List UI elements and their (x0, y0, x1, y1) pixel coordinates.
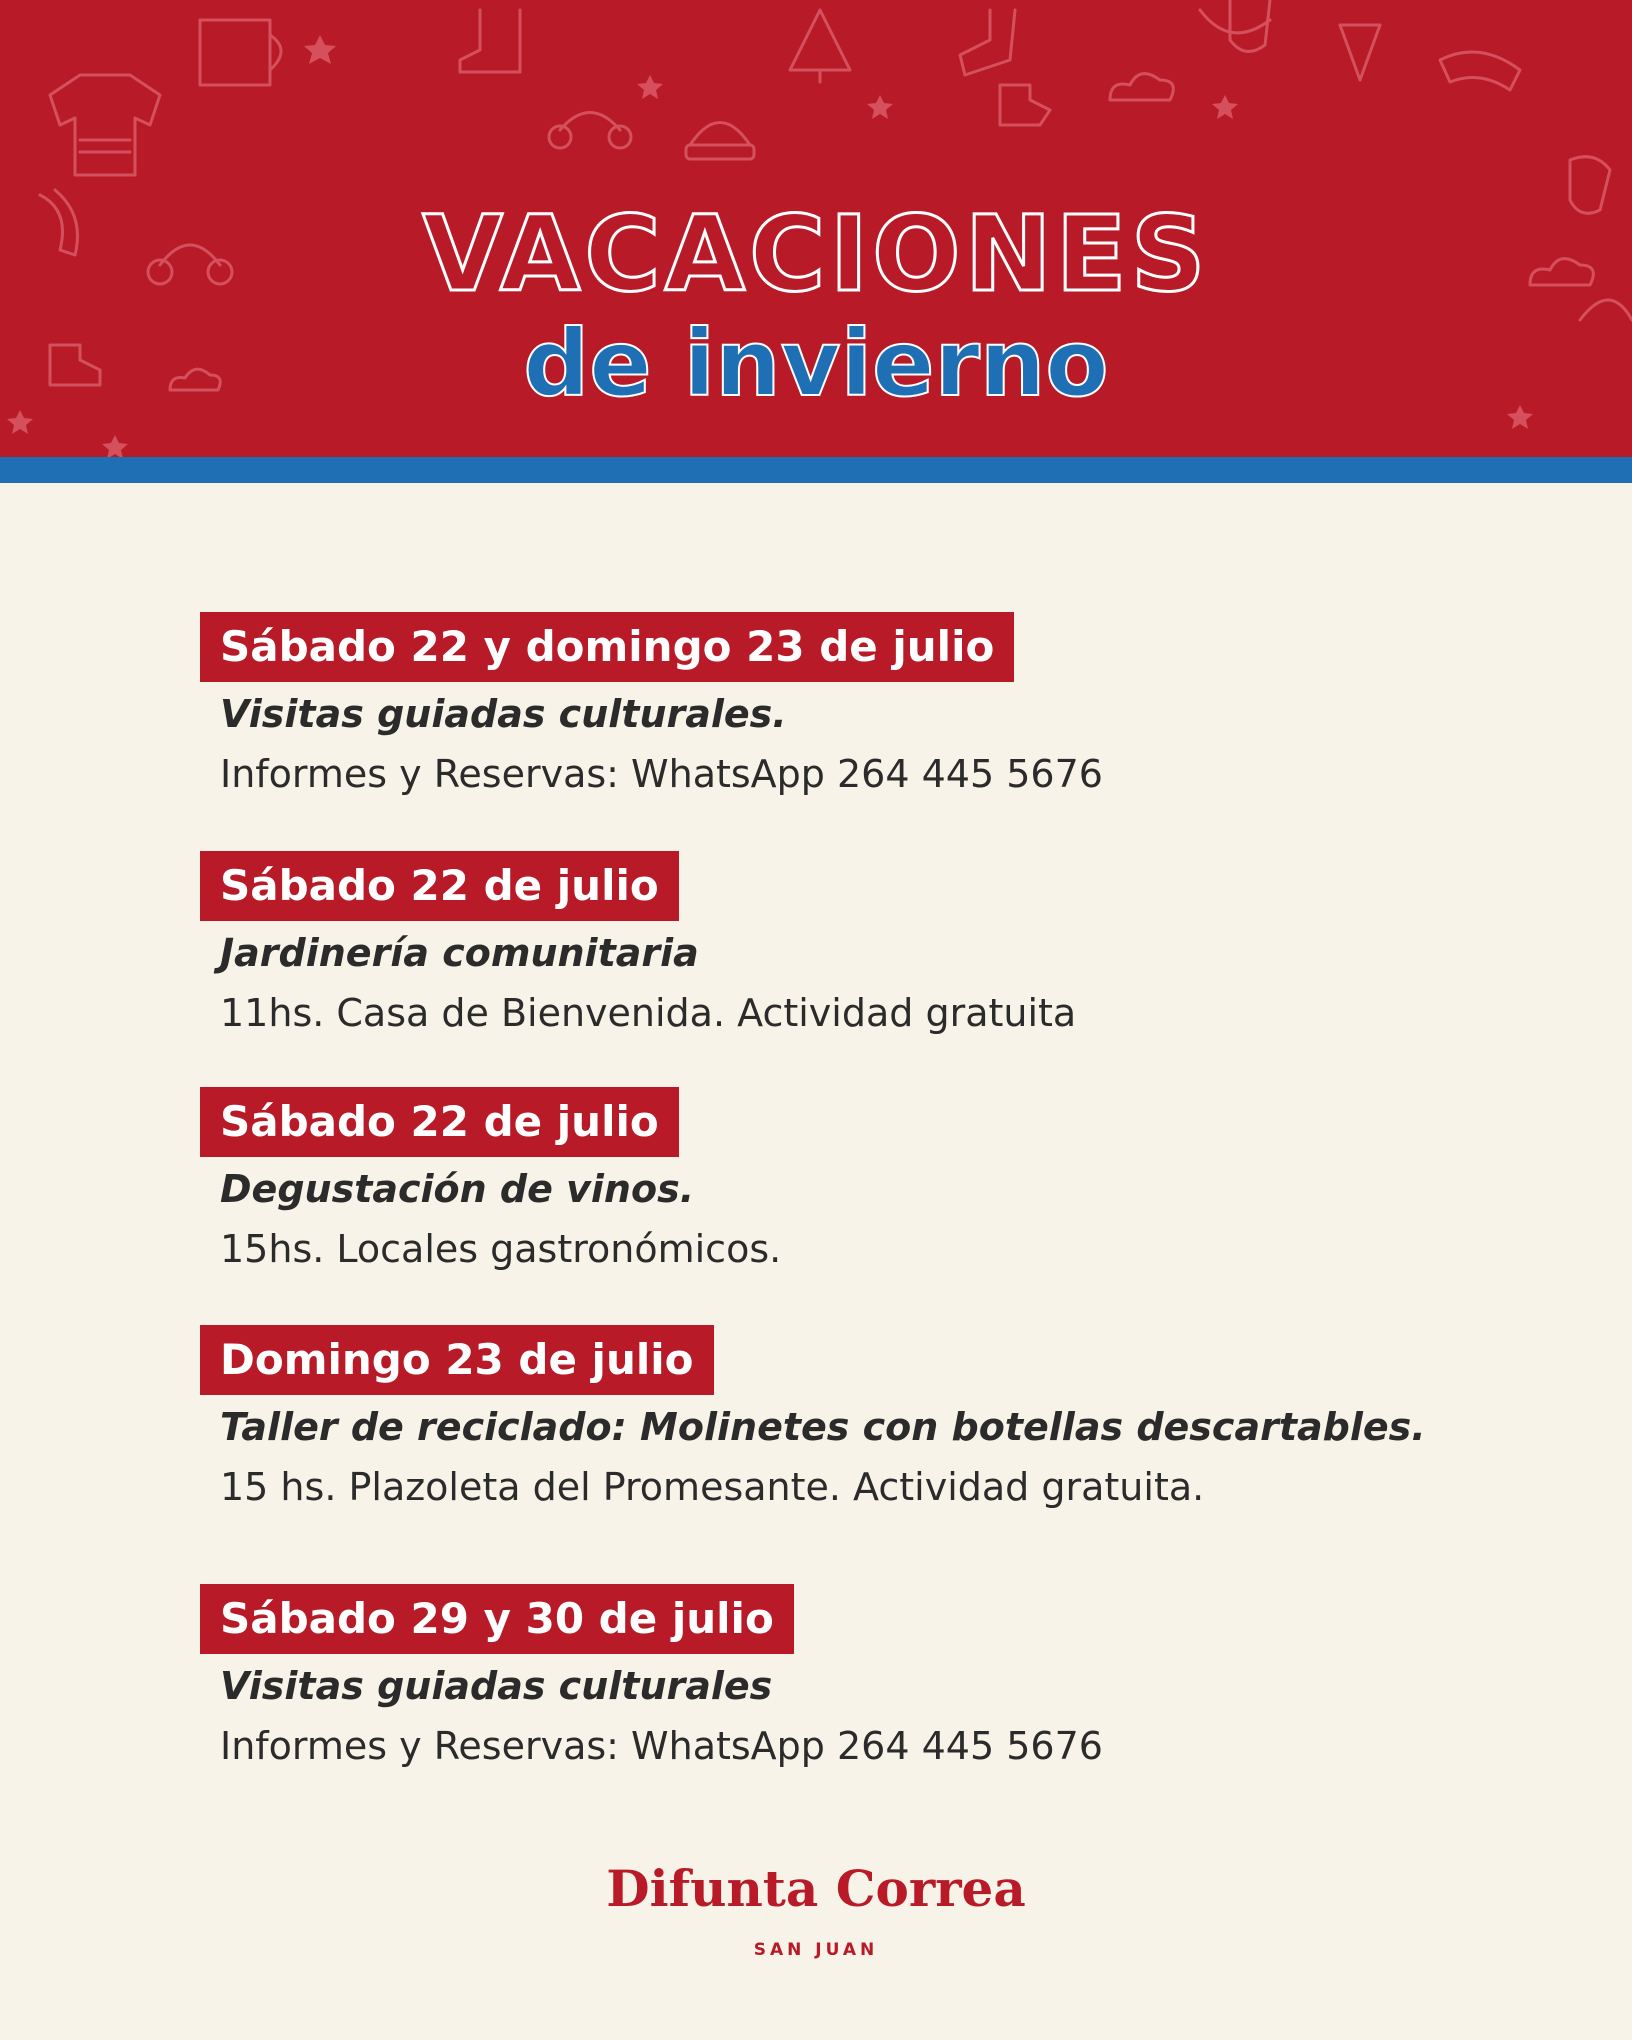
header-banner (0, 0, 1632, 457)
event-title: Jardinería comunitaria (220, 931, 699, 975)
sock-icon (960, 10, 1015, 75)
christmas-tree-icon (790, 10, 1380, 82)
event-date-badge: Sábado 22 de julio (200, 1087, 679, 1157)
event-item (200, 1584, 1103, 1774)
event-date-badge: Sábado 22 de julio (200, 851, 679, 921)
event-item (200, 1087, 781, 1277)
event-info: Informes y Reservas: WhatsApp 264 445 5676 (220, 752, 1103, 796)
event-info: 11hs. Casa de Bienvenida. Actividad gratuita (220, 991, 1077, 1035)
event-date-badge: Sábado 29 y 30 de julio (200, 1584, 794, 1654)
mitten-icon (1230, 0, 1610, 213)
event-item (200, 1325, 1426, 1515)
banner-title: VACACIONES (422, 193, 1210, 315)
brand-logo: Difunta Correa (606, 1859, 1026, 1918)
mug-icon (200, 10, 1270, 85)
event-item (200, 851, 1076, 1041)
event-item (200, 612, 1103, 802)
banner-subtitle: de invierno (523, 310, 1109, 417)
event-title: Degustación de vinos. (220, 1167, 695, 1211)
event-title: Visitas guiadas culturales. (220, 692, 787, 736)
event-info: 15hs. Locales gastronómicos. (220, 1227, 782, 1271)
event-title: Visitas guiadas culturales (220, 1664, 773, 1708)
event-date-badge: Domingo 23 de julio (200, 1325, 714, 1395)
sweater-icon (50, 75, 160, 175)
header-divider-bar (0, 457, 1632, 483)
event-date-badge: Sábado 22 y domingo 23 de julio (200, 612, 1014, 682)
event-info: 15 hs. Plazoleta del Promesante. Actividad gratuita. (220, 1465, 1205, 1509)
event-title: Taller de reciclado: Molinetes con botellas descartables. (220, 1405, 1426, 1449)
event-info: Informes y Reservas: WhatsApp 264 445 5676 (220, 1724, 1103, 1768)
brand-location: SAN JUAN (753, 1940, 879, 1960)
